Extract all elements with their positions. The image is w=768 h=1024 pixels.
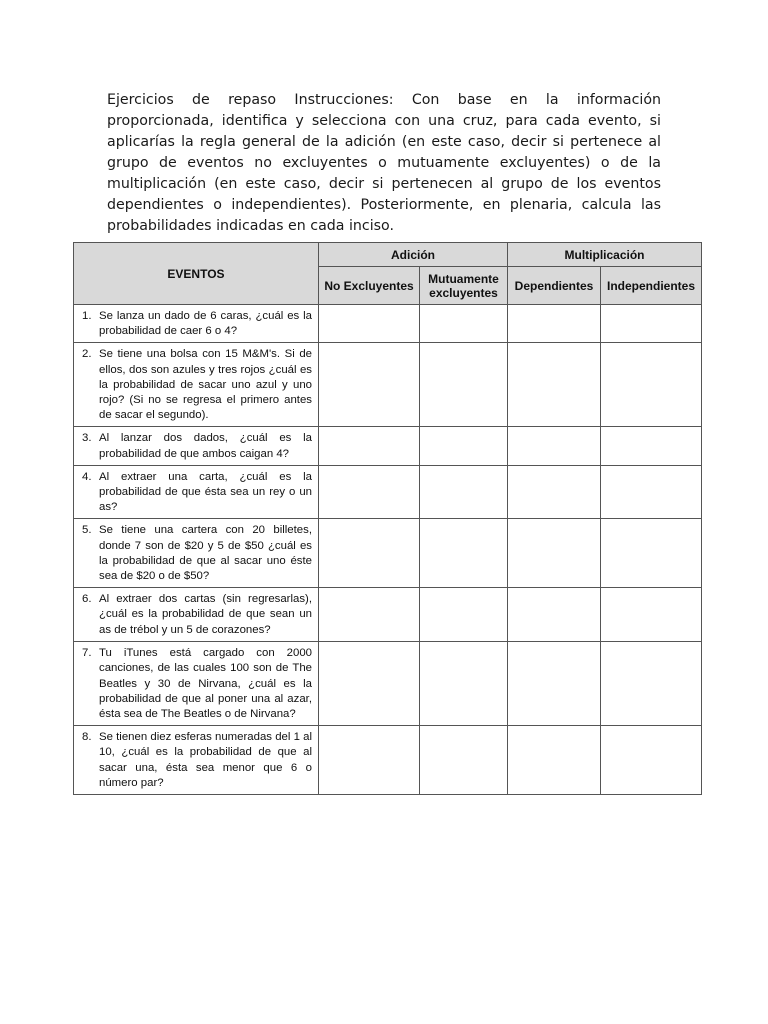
event-text: Al extraer dos cartas (sin regresarlas), ¿cuál es la probabilidad de que sean un as de trébol y un 5 de corazones? bbox=[99, 593, 312, 636]
header-multiplicacion: Multiplicación bbox=[508, 243, 702, 267]
check-cell-no-excluyentes[interactable] bbox=[319, 519, 420, 588]
table-row bbox=[74, 726, 702, 795]
check-cell-independientes[interactable] bbox=[601, 427, 702, 465]
check-cell-dependientes[interactable] bbox=[508, 726, 601, 795]
event-number: 3. bbox=[82, 432, 92, 445]
check-cell-dependientes[interactable] bbox=[508, 642, 601, 726]
event-cell bbox=[74, 343, 319, 427]
event-cell bbox=[74, 588, 319, 642]
check-cell-independientes[interactable] bbox=[601, 726, 702, 795]
check-cell-mutuamente-excluyentes[interactable] bbox=[420, 465, 508, 519]
event-number: 6. bbox=[82, 593, 92, 606]
event-cell bbox=[74, 427, 319, 465]
event-number: 5. bbox=[82, 524, 92, 537]
check-cell-no-excluyentes[interactable] bbox=[319, 427, 420, 465]
events-table bbox=[73, 242, 702, 795]
check-cell-no-excluyentes[interactable] bbox=[319, 642, 420, 726]
header-eventos: EVENTOS bbox=[74, 243, 319, 305]
check-cell-mutuamente-excluyentes[interactable] bbox=[420, 305, 508, 343]
check-cell-mutuamente-excluyentes[interactable] bbox=[420, 726, 508, 795]
table-row bbox=[74, 588, 702, 642]
event-cell bbox=[74, 465, 319, 519]
table-row bbox=[74, 642, 702, 726]
check-cell-dependientes[interactable] bbox=[508, 427, 601, 465]
check-cell-independientes[interactable] bbox=[601, 465, 702, 519]
table-row bbox=[74, 305, 702, 343]
check-cell-dependientes[interactable] bbox=[508, 305, 601, 343]
table-row bbox=[74, 343, 702, 427]
table-row bbox=[74, 465, 702, 519]
event-text: Se tiene una cartera con 20 billetes, donde 7 son de $20 y 5 de $50 ¿cuál es la probabilidad de que al sacar uno éste sea de $20 o de $50? bbox=[99, 524, 312, 583]
event-text: Tu iTunes está cargado con 2000 canciones, de las cuales 100 son de The Beatles y 30 de Nirvana, ¿cuál es la probabilidad de que al poner una al azar, ésta sea de The Beatles o de Nirvana? bbox=[99, 647, 312, 721]
check-cell-independientes[interactable] bbox=[601, 519, 702, 588]
check-cell-dependientes[interactable] bbox=[508, 519, 601, 588]
check-cell-mutuamente-excluyentes[interactable] bbox=[420, 519, 508, 588]
header-independientes: Independientes bbox=[601, 267, 702, 305]
event-text: Se lanza un dado de 6 caras, ¿cuál es la probabilidad de caer 6 o 4? bbox=[99, 310, 312, 338]
header-dependientes: Dependientes bbox=[508, 267, 601, 305]
event-text: Al lanzar dos dados, ¿cuál es la probabilidad de que ambos caigan 4? bbox=[99, 432, 312, 460]
event-number: 4. bbox=[82, 470, 92, 483]
event-number: 2. bbox=[82, 348, 92, 361]
event-text: Al extraer una carta, ¿cuál es la probabilidad de que ésta sea un rey o un as? bbox=[99, 470, 312, 514]
event-number: 1. bbox=[82, 310, 92, 322]
check-cell-mutuamente-excluyentes[interactable] bbox=[420, 642, 508, 726]
check-cell-no-excluyentes[interactable] bbox=[319, 343, 420, 427]
check-cell-no-excluyentes[interactable] bbox=[319, 588, 420, 642]
table-row bbox=[74, 427, 702, 465]
check-cell-independientes[interactable] bbox=[601, 343, 702, 427]
events-table-container bbox=[73, 242, 701, 795]
check-cell-independientes[interactable] bbox=[601, 588, 702, 642]
event-cell bbox=[74, 642, 319, 726]
header-adicion: Adición bbox=[319, 243, 508, 267]
check-cell-independientes[interactable] bbox=[601, 305, 702, 343]
check-cell-dependientes[interactable] bbox=[508, 465, 601, 519]
check-cell-mutuamente-excluyentes[interactable] bbox=[420, 588, 508, 642]
check-cell-mutuamente-excluyentes[interactable] bbox=[420, 427, 508, 465]
check-cell-dependientes[interactable] bbox=[508, 588, 601, 642]
header-no-excluyentes: No Excluyentes bbox=[319, 267, 420, 305]
header-mutuamente-excluyentes: Mutuamente excluyentes bbox=[420, 267, 508, 305]
event-number: 7. bbox=[82, 647, 92, 660]
instructions-paragraph: Ejercicios de repaso Instrucciones: Con base en la información proporcionada, identifica y selecciona con una cruz, para cada evento, si aplicarías la regla general de la adición (en este caso, decir si pertenece al grupo de eventos no excluyentes o mutuamente excluyentes) o de la multiplicación (en este caso, decir si pertenecen al grupo de los eventos dependientes o independientes). Posteriormente, en plenaria, calcula las probabilidades indicadas en cada inciso. bbox=[107, 92, 661, 234]
table-row bbox=[74, 519, 702, 588]
check-cell-independientes[interactable] bbox=[601, 642, 702, 726]
check-cell-dependientes[interactable] bbox=[508, 343, 601, 427]
event-number: 8. bbox=[82, 731, 92, 744]
check-cell-no-excluyentes[interactable] bbox=[319, 305, 420, 343]
event-text: Se tienen diez esferas numeradas del 1 al 10, ¿cuál es la probabilidad de que al sacar una, ésta sea menor que 6 o número par? bbox=[99, 731, 312, 789]
event-cell bbox=[74, 305, 319, 343]
check-cell-mutuamente-excluyentes[interactable] bbox=[420, 343, 508, 427]
event-cell bbox=[74, 519, 319, 588]
check-cell-no-excluyentes[interactable] bbox=[319, 465, 420, 519]
event-cell bbox=[74, 726, 319, 795]
check-cell-no-excluyentes[interactable] bbox=[319, 726, 420, 795]
event-text: Se tiene una bolsa con 15 M&M's. Si de ellos, dos son azules y tres rojos ¿cuál es la probabilidad de sacar uno azul y uno rojo? (Si no se regresa el primero antes de sacar el segundo). bbox=[99, 348, 312, 422]
